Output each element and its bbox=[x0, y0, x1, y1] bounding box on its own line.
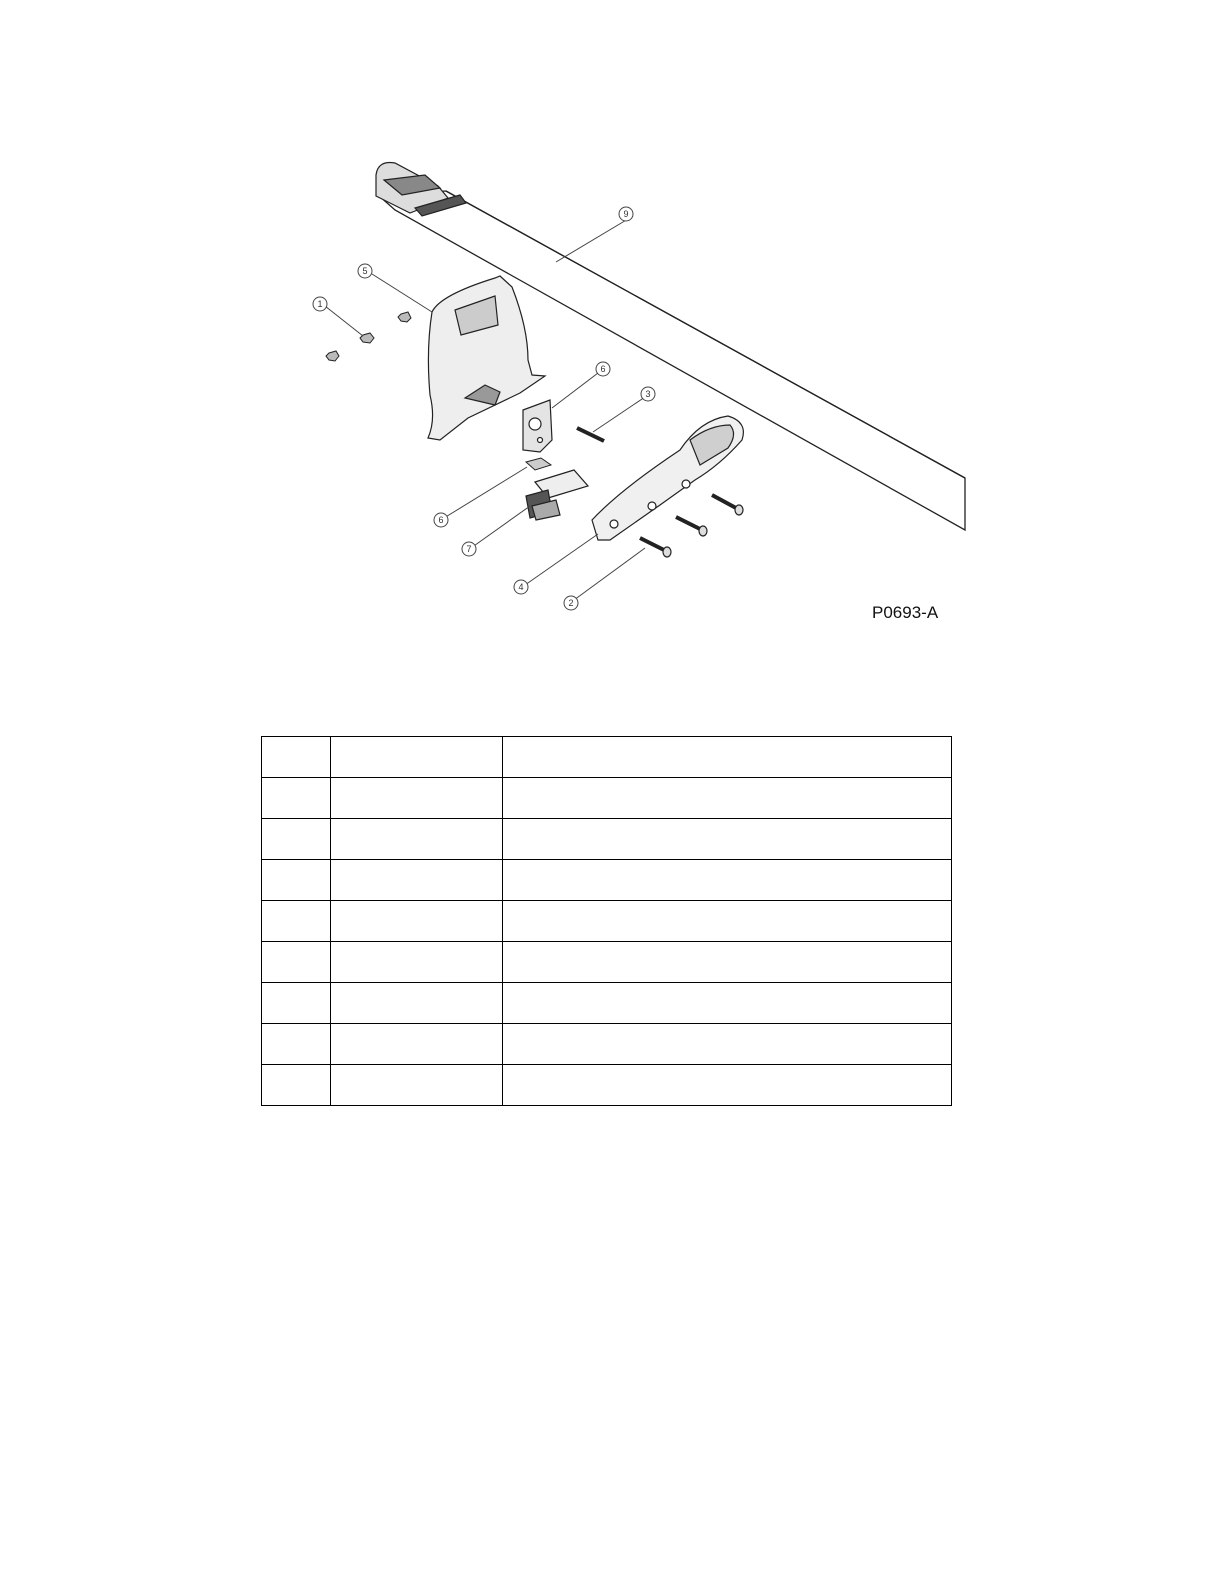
table-cell bbox=[262, 819, 331, 860]
table-row bbox=[262, 737, 952, 778]
table-cell bbox=[331, 901, 503, 942]
table-cell bbox=[331, 983, 503, 1024]
table-cell bbox=[262, 778, 331, 819]
pad bbox=[526, 458, 551, 470]
bracket bbox=[523, 400, 552, 452]
parts-table bbox=[261, 736, 952, 1106]
table-cell bbox=[262, 901, 331, 942]
figure-code: P0693-A bbox=[872, 603, 939, 622]
table-cell bbox=[331, 737, 503, 778]
table-cell bbox=[331, 1065, 503, 1106]
callout-2: 2 bbox=[568, 598, 574, 608]
table-cell bbox=[262, 1065, 331, 1106]
table-cell bbox=[262, 860, 331, 901]
callout-6-lower: 6 bbox=[438, 515, 444, 525]
table-row bbox=[262, 1024, 952, 1065]
table-cell bbox=[331, 860, 503, 901]
pin bbox=[577, 428, 604, 441]
table-cell bbox=[503, 942, 952, 983]
table-cell bbox=[503, 819, 952, 860]
table-cell bbox=[331, 942, 503, 983]
table-cell bbox=[262, 942, 331, 983]
exploded-parts-diagram bbox=[0, 0, 1224, 700]
table-cell bbox=[503, 901, 952, 942]
table-row bbox=[262, 901, 952, 942]
table-row bbox=[262, 942, 952, 983]
callout-9: 9 bbox=[623, 209, 629, 219]
table-cell bbox=[503, 1065, 952, 1106]
callout-5: 5 bbox=[362, 266, 368, 276]
table-cell bbox=[262, 737, 331, 778]
table-cell bbox=[262, 983, 331, 1024]
table-row bbox=[262, 983, 952, 1024]
table-cell bbox=[503, 1024, 952, 1065]
table-cell bbox=[331, 1024, 503, 1065]
table-row bbox=[262, 819, 952, 860]
lever bbox=[592, 416, 743, 540]
table-cell bbox=[331, 778, 503, 819]
table-cell bbox=[331, 819, 503, 860]
callout-4: 4 bbox=[518, 582, 524, 592]
nuts bbox=[326, 312, 411, 361]
table-row bbox=[262, 860, 952, 901]
callout-7: 7 bbox=[466, 544, 472, 554]
parts-table-body bbox=[262, 737, 952, 1106]
table-row bbox=[262, 1065, 952, 1106]
table-cell bbox=[503, 860, 952, 901]
callout-3: 3 bbox=[645, 389, 651, 399]
callout-1: 1 bbox=[317, 299, 323, 309]
table-row bbox=[262, 778, 952, 819]
latch bbox=[526, 470, 588, 520]
callout-6-upper: 6 bbox=[600, 364, 606, 374]
table-cell bbox=[503, 983, 952, 1024]
table-cell bbox=[262, 1024, 331, 1065]
table-cell bbox=[503, 737, 952, 778]
table-cell bbox=[503, 778, 952, 819]
